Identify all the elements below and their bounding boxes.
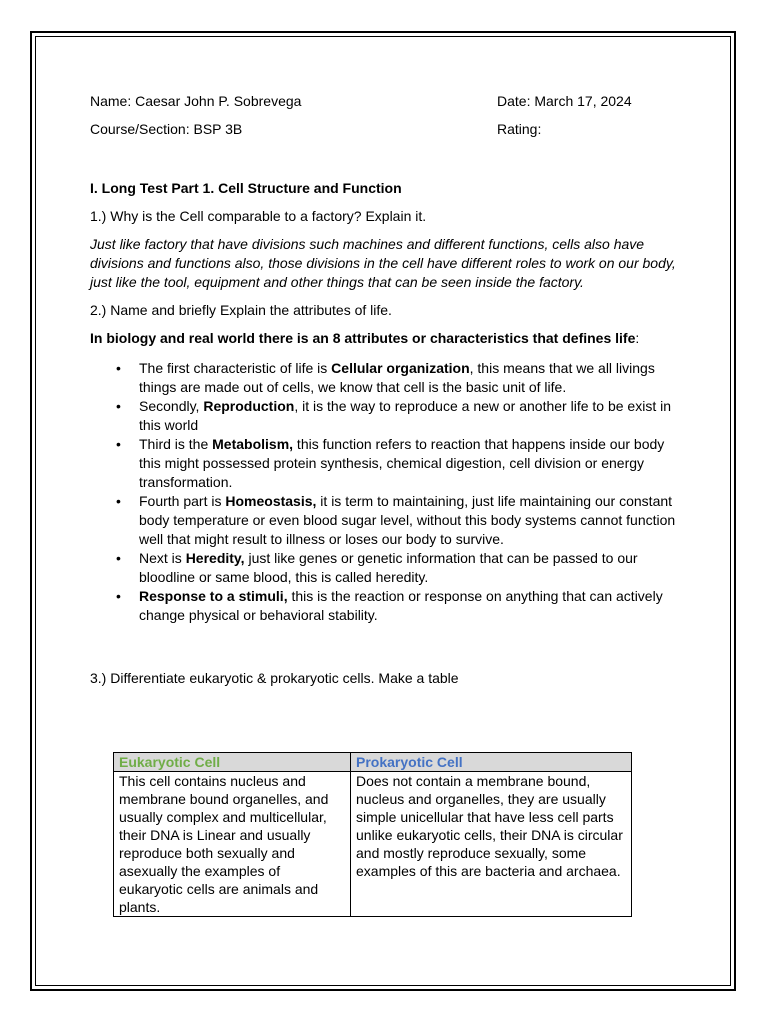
answer-2-intro	[90, 329, 680, 348]
answer-1: Just like factory that have divisions such machines and different functions, cells also have divisions and functions also, those divisions in the cell have different roles to work on our body, just like the tool, equipment and other things that can be seen inside the factory.	[90, 236, 676, 290]
intro-text: In biology and real world there is an 8 attributes or characteristics that defines life	[90, 330, 636, 346]
item-term: Cellular organization	[331, 360, 470, 376]
item-post: it is term to maintaining, just life maintaining our constant body temperature or even blood sugar level, without this body systems cannot function well that might result to illness or loses our body to survive.	[139, 493, 676, 547]
question-3: 3.) Differentiate eukaryotic & prokaryotic cells. Make a table	[90, 670, 459, 686]
bullet-icon: •	[116, 550, 121, 566]
item-term: Reproduction	[203, 398, 295, 414]
item-pre: The first characteristic of life is	[139, 360, 332, 376]
item-post: this function refers to reaction that happens inside our body this might possessed protein synthesis, chemical digestion, cell division or energy transformation.	[139, 436, 665, 490]
eukaryotic-header: Eukaryotic Cell	[114, 753, 351, 772]
item-term: Response to a stimuli,	[139, 588, 288, 604]
section-title: I. Long Test Part 1. Cell Structure and Function	[90, 180, 402, 196]
bullet-icon: •	[116, 398, 121, 414]
student-name: Name: Caesar John P. Sobrevega	[90, 93, 302, 109]
list-item	[90, 435, 680, 492]
bullet-icon: •	[116, 493, 121, 509]
item-term: Homeostasis,	[225, 493, 317, 509]
item-post: just like genes or genetic information that can be passed to our bloodline or same blood, this is called heredity.	[139, 550, 638, 585]
prokaryotic-header: Prokaryotic Cell	[351, 753, 632, 772]
bullet-icon: •	[116, 360, 121, 376]
attributes-list	[90, 359, 680, 625]
item-term: Metabolism,	[212, 436, 294, 452]
eukaryotic-cell-text: This cell contains nucleus and membrane bound organelles, and usually complex and multicellular, their DNA is Linear and usually reproduce both sexually and asexually the examples of eukaryotic cells are animals and plants.	[114, 772, 351, 917]
list-item	[90, 359, 680, 397]
question-1: 1.) Why is the Cell comparable to a factory? Explain it.	[90, 208, 427, 224]
question-2: 2.) Name and briefly Explain the attributes of life.	[90, 302, 392, 318]
item-post: , this means that we all livings things are made out of cells, we know that cell is the basic unit of life.	[139, 360, 655, 395]
header-row-1	[90, 92, 680, 111]
item-post: this is the reaction or response on anything that can actively change physical or behavioral stability.	[139, 588, 663, 623]
item-pre: Next is	[139, 550, 186, 566]
header-row-2	[90, 120, 680, 139]
prokaryotic-cell-text: Does not contain a membrane bound, nucleus and organelles, they are usually simple unicellular that have less cell parts unlike eukaryotic cells, their DNA is circular and mostly reproduce sexually, some examples of this are bacteria and archaea.	[351, 772, 632, 917]
item-pre: Fourth part is	[139, 493, 226, 509]
intro-suffix: :	[635, 330, 640, 346]
cell-comparison-table	[113, 752, 632, 917]
course-section: Course/Section: BSP 3B	[90, 121, 243, 137]
bullet-icon: •	[116, 588, 121, 604]
item-pre: Secondly,	[139, 398, 204, 414]
list-item	[90, 397, 680, 435]
bullet-icon: •	[116, 436, 121, 452]
document-content	[90, 92, 680, 915]
test-date: Date: March 17, 2024	[497, 93, 632, 109]
list-item	[90, 492, 680, 549]
table-row	[114, 772, 632, 917]
table-header-row	[114, 753, 632, 772]
rating-label: Rating:	[497, 121, 542, 137]
list-item	[90, 587, 680, 625]
item-term: Heredity,	[185, 550, 245, 566]
item-post: , it is the way to reproduce a new or another life to be exist in this world	[139, 398, 671, 433]
list-item	[90, 549, 680, 587]
item-pre: Third is the	[139, 436, 213, 452]
